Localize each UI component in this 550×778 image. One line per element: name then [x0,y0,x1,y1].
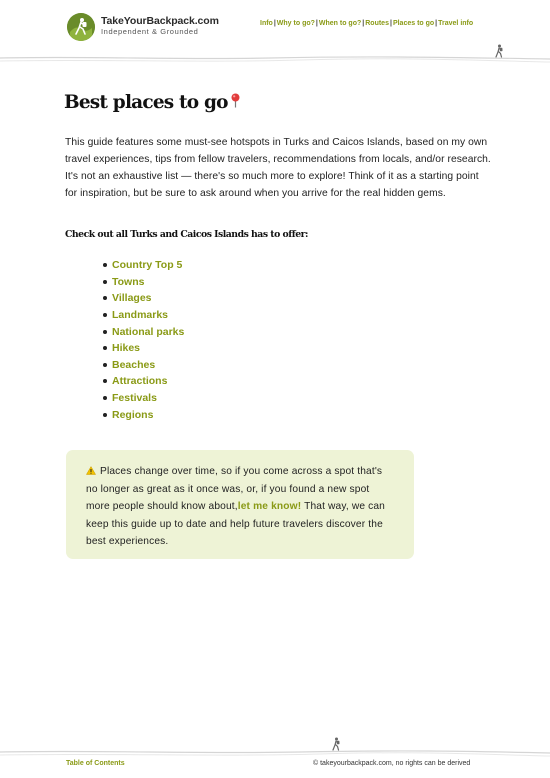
callout-text: Places change over time, so if you come across a spot that's no longer as great as it once was, or, if you found a new spot more people should know about, [86,466,383,512]
nav-separator: | [389,20,392,27]
list-item [103,307,184,324]
list-item [103,257,184,274]
bullet [103,330,107,334]
nav-separator: | [315,20,318,27]
nav-separator: | [435,20,438,27]
bullet [103,263,107,267]
link-national-parks[interactable]: National parks [112,325,185,338]
link-regions[interactable]: Regions [112,408,154,421]
list-item [103,406,184,423]
round-pushpin-icon [230,93,241,108]
nav-item-why-to-go[interactable]: Why to go? [276,20,315,27]
bullet [103,379,107,383]
link-landmarks[interactable]: Landmarks [112,309,169,322]
nav-item-places-to-go[interactable]: Places to go [392,20,435,27]
list-item [103,323,184,340]
page-title-text: Best places to go [64,92,228,113]
intro-paragraph: This guide features some must-see hotspots in Turks and Caicos Islands, based on my own travel experiences, tips from fellow travelers, recommendations from locals, and/or research. It's not an exhaustive list — there's so much more to explore! Think of it as a starting point for inspiration, but be sure to ask around when you arrive for the real hidden gems. [65,137,491,199]
header-divider [0,50,550,66]
nav-item-info[interactable]: Info [260,20,273,27]
nav-item-routes[interactable]: Routes [365,20,389,27]
link-attractions[interactable]: Attractions [112,375,168,388]
category-link-list [103,257,184,423]
link-country-top-5[interactable]: Country Top 5 [112,259,183,272]
brand-tagline: Independent & Grounded [101,27,199,36]
warning-icon [86,466,96,475]
link-hikes[interactable]: Hikes [112,342,141,355]
bullet [103,413,107,417]
nav-separator: | [273,20,276,27]
brand-name[interactable]: TakeYourBackpack.com [101,15,219,27]
bullet [103,363,107,367]
page-title [64,92,241,113]
hiker-logo-icon[interactable] [67,13,95,41]
link-villages[interactable]: Villages [112,292,152,305]
link-beaches[interactable]: Beaches [112,358,156,371]
list-item [103,390,184,407]
bullet [103,296,107,300]
feedback-callout [66,450,414,559]
list-item [103,357,184,374]
footer-divider [0,745,550,761]
bullet [103,346,107,350]
links-subheading: Check out all Turks and Caicos Islands has to offer: [65,229,308,240]
top-nav [260,20,473,27]
bullet [103,396,107,400]
copyright-notice: © takeyourbackpack.com, no rights can be derived [313,760,471,767]
callout-text-end: That way, we can keep this guide up to date and help future travelers discover the best experiences. [86,501,385,547]
bullet [103,280,107,284]
list-item [103,290,184,307]
table-of-contents-link[interactable]: Table of Contents [66,760,125,767]
nav-separator: | [362,20,365,27]
let-me-know-link[interactable]: let me know! [237,501,302,512]
link-towns[interactable]: Towns [112,275,145,288]
nav-item-travel-info[interactable]: Travel info [438,20,474,27]
list-item [103,373,184,390]
link-festivals[interactable]: Festivals [112,392,157,405]
page-header [0,0,550,62]
list-item [103,274,184,291]
list-item [103,340,184,357]
bullet [103,313,107,317]
nav-item-when-to-go[interactable]: When to go? [318,20,362,27]
